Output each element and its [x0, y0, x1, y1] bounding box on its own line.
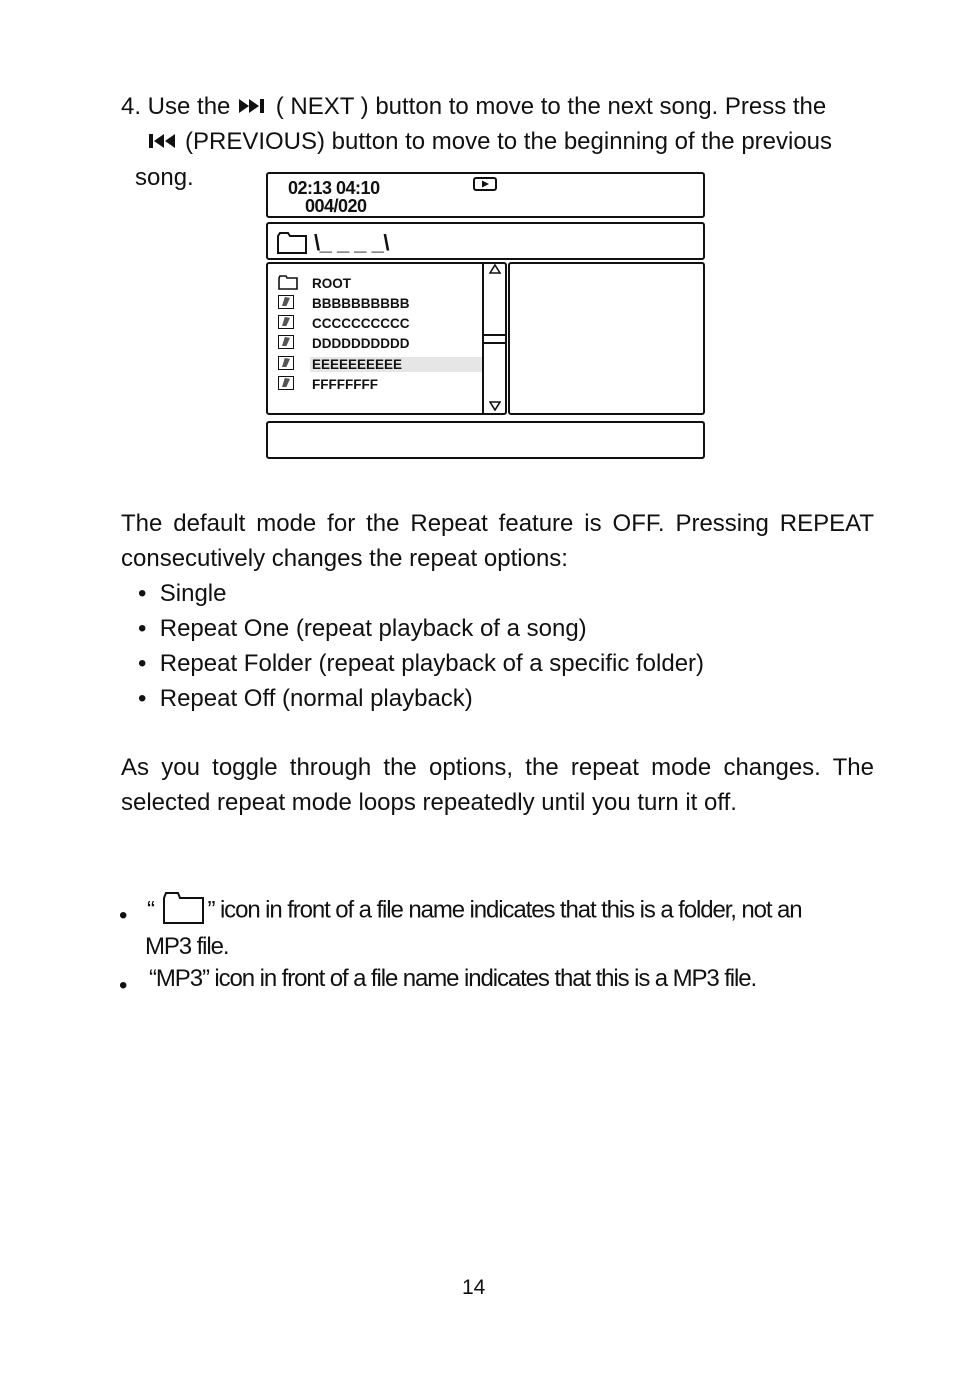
time-readout: 02:13 04:10: [288, 178, 380, 198]
mp3-icon: [278, 315, 294, 329]
list-item-label: CCCCCCCCCC: [312, 316, 410, 331]
repeat-paragraph-line2: consecutively changes the repeat options:: [121, 545, 568, 572]
folder-icon: [163, 892, 205, 924]
previous-track-icon: [149, 133, 179, 149]
list-item[interactable]: [278, 314, 478, 332]
mp3-icon: [278, 295, 294, 309]
scroll-down-icon[interactable]: [489, 401, 501, 411]
bullet: •: [119, 972, 128, 999]
folder-note-line2: MP3 file.: [145, 933, 229, 960]
repeat-option: • Single: [138, 580, 227, 607]
mp3-icon: [278, 356, 294, 370]
list-item-label: ROOT: [312, 276, 351, 291]
list-item-label: BBBBBBBBBB: [312, 296, 410, 311]
mp3-icon: [278, 376, 294, 390]
repeat-paragraph-line1: The default mode for the Repeat feature is OFF. Pressing REPEAT: [121, 510, 874, 537]
play-indicator-icon: [473, 177, 497, 191]
list-item[interactable]: [278, 294, 478, 312]
next-track-icon: [239, 98, 267, 114]
status-panel: [266, 172, 705, 218]
list-item-label: FFFFFFFF: [312, 377, 378, 392]
step4-line1: 4. Use the ( NEXT ) button to move to the next song. Press the: [121, 93, 827, 120]
info-panel: [508, 262, 705, 415]
path-panel: [266, 222, 705, 260]
toggle-paragraph-line1: As you toggle through the options, the repeat mode changes. The: [121, 754, 874, 781]
mp3-note: “MP3” icon in front of a file name indicates that this is a MP3 file.: [149, 965, 757, 992]
list-item[interactable]: [278, 375, 478, 393]
list-item-label: EEEEEEEEEE: [310, 357, 482, 372]
repeat-option: • Repeat Off (normal playback): [138, 685, 473, 712]
repeat-option: • Repeat One (repeat playback of a song): [138, 615, 587, 642]
track-counter: 004/020: [305, 196, 367, 216]
list-item[interactable]: [278, 334, 478, 352]
step4-line2: (PREVIOUS) button to move to the beginning of the previous: [149, 124, 832, 159]
mp3-icon: [278, 335, 294, 349]
scrollbar[interactable]: [482, 262, 506, 415]
bullet: •: [119, 902, 128, 929]
repeat-option: • Repeat Folder (repeat playback of a specific folder): [138, 650, 705, 677]
scroll-thumb[interactable]: [484, 334, 506, 344]
list-item-selected[interactable]: [278, 355, 478, 373]
list-item-label: DDDDDDDDDD: [312, 336, 410, 351]
folder-icon: [277, 232, 307, 254]
folder-icon: [278, 275, 298, 290]
scroll-up-icon[interactable]: [489, 264, 501, 274]
bottom-panel: [266, 421, 705, 459]
step4-line3: song.: [135, 164, 194, 191]
list-item[interactable]: [278, 274, 478, 292]
page-number: 14: [462, 1276, 486, 1299]
folder-path: \_ _ _ _\: [314, 230, 390, 255]
folder-note-line1: “ ” icon in front of a file name indicates that this is a folder, not an: [147, 892, 802, 930]
file-list-panel: [266, 262, 507, 415]
toggle-paragraph-line2: selected repeat mode loops repeatedly until you turn it off.: [121, 789, 737, 816]
